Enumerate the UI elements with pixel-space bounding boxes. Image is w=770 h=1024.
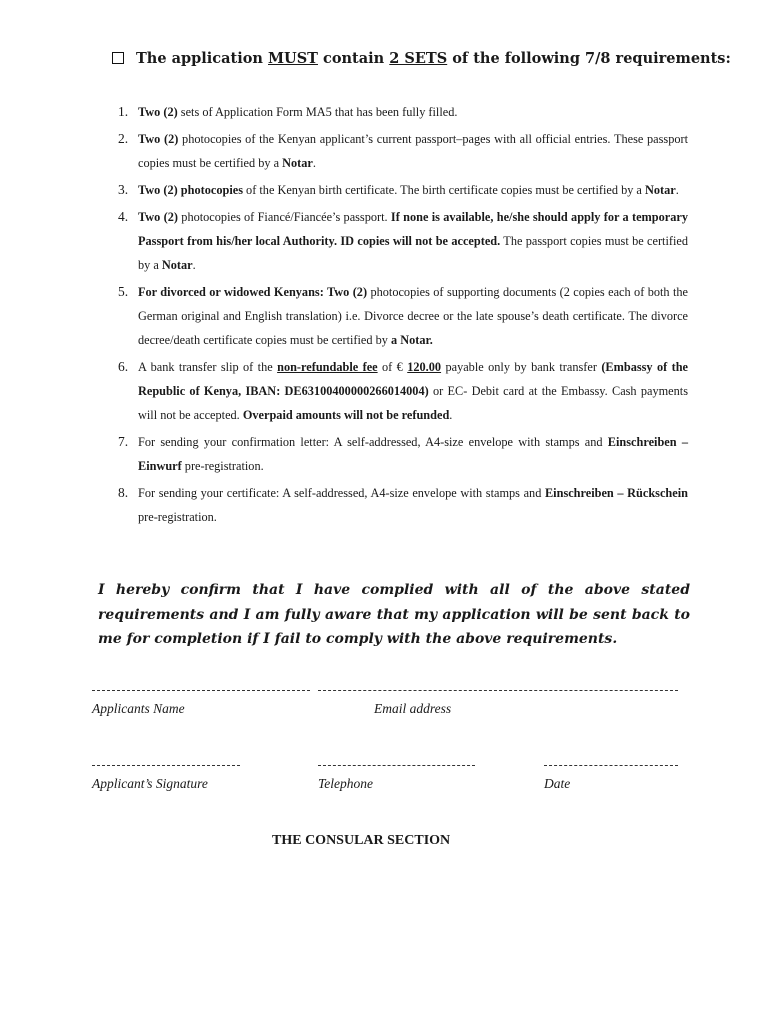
text: of € [377, 360, 408, 374]
item-number: 6. [118, 359, 129, 374]
text: For sending your certificate: A self-addressed, A4-size envelope with stamps and [138, 486, 545, 500]
text: pre-registration. [138, 510, 217, 524]
bold-text: a Notar. [390, 333, 433, 347]
item-number: 3. [118, 182, 129, 197]
heading-text-end: of the following 7/8 requirements: [447, 50, 731, 67]
requirements-heading [112, 50, 731, 67]
bold-text: Overpaid amounts will not be refunded [242, 408, 450, 422]
item-number: 5. [118, 284, 129, 299]
fee-amount: 120.00 [407, 360, 442, 374]
text: . [449, 408, 453, 422]
bold-text: Two (2) [138, 210, 178, 224]
item-number: 4. [118, 209, 129, 224]
text: The passport copies must be certified by a [138, 234, 688, 272]
text: photocopies of the Kenyan applicant’s current passport–pages with all official entries. These passport copies must be certified by a [138, 132, 688, 170]
telephone-label: Telephone [318, 776, 373, 791]
signature-label: Applicant’s Signature [92, 776, 208, 791]
text: For sending your confirmation letter: A self-addressed, A4-size envelope with stamps and [138, 435, 608, 449]
bold-text: Einschreiben – Rückschein [544, 486, 688, 500]
signature-line[interactable] [92, 765, 240, 766]
bold-text: Two (2) [138, 105, 178, 119]
text: photocopies of supporting documents (2 copies each of both the German original and English translation) i.e. Divorce decree or the late spouse’s death certificate. The divorce decree/death certificate copies must be certified by [138, 285, 688, 347]
applicant-name-label: Applicants Name [92, 701, 185, 716]
text: pre-registration. [181, 459, 264, 473]
checkbox-bullet-icon [112, 52, 124, 64]
consular-section-title: THE CONSULAR SECTION [272, 833, 451, 848]
text: payable only by bank transfer [441, 360, 602, 374]
email-label: Email address [374, 701, 452, 716]
bold-text: If none is available, he/she should apply for a temporary Passport from his/her local Authority. ID copies will not be accepted. [138, 210, 689, 248]
name-line[interactable] [92, 690, 310, 691]
heading-sets: 2 SETS [389, 50, 448, 67]
requirement-item [118, 205, 688, 277]
requirement-item [118, 430, 688, 478]
bank-details: (Embassy of the Republic of Kenya, IBAN: DE63100400000266014004) [138, 360, 689, 398]
requirement-item [118, 127, 688, 175]
date-line[interactable] [544, 765, 678, 766]
bold-text: Two (2) [138, 132, 179, 146]
date-label: Date [544, 776, 571, 791]
text: A bank transfer slip of the [138, 360, 278, 374]
fee-label: non-refundable fee [277, 360, 378, 374]
item-number: 2. [118, 131, 129, 146]
email-line[interactable] [318, 690, 678, 691]
item-number: 1. [118, 104, 129, 119]
text: . [675, 183, 679, 197]
heading-text-mid: contain [317, 50, 390, 67]
text: . [312, 156, 316, 170]
requirement-item [118, 178, 688, 202]
text: photocopies of Fiancé/Fiancée’s passport. [177, 210, 391, 224]
bold-text: For divorced or widowed Kenyans: Two (2) [138, 285, 368, 299]
item-number: 7. [118, 434, 129, 449]
requirement-item [118, 100, 688, 124]
item-number: 8. [118, 485, 129, 500]
confirmation-statement: I hereby confirm that I have complied with all of the above stated requirements and I am fully aware that my application will be sent back to me for completion if I fail to comply with the above requirements. [98, 582, 690, 647]
bold-text: Notar [282, 156, 313, 170]
bold-text: Notar [644, 183, 676, 197]
heading-must: MUST [268, 50, 318, 67]
text: of the Kenyan birth certificate. The birth certificate copies must be certified by a [242, 183, 645, 197]
telephone-line[interactable] [318, 765, 475, 766]
text: . [192, 258, 196, 272]
bold-text: Two (2) photocopies [138, 183, 243, 197]
requirements-list [118, 100, 688, 532]
bold-text: Einschreiben – Einwurf [138, 435, 688, 473]
text: sets of Application Form MA5 that has been fully filled. [177, 105, 458, 119]
requirement-item [118, 355, 688, 427]
requirement-item [118, 481, 688, 529]
text: or EC- Debit card at the Embassy. Cash payments will not be accepted. [138, 384, 688, 422]
bold-text: Notar [161, 258, 193, 272]
heading-text: The application [136, 50, 268, 67]
requirement-item [118, 280, 688, 352]
